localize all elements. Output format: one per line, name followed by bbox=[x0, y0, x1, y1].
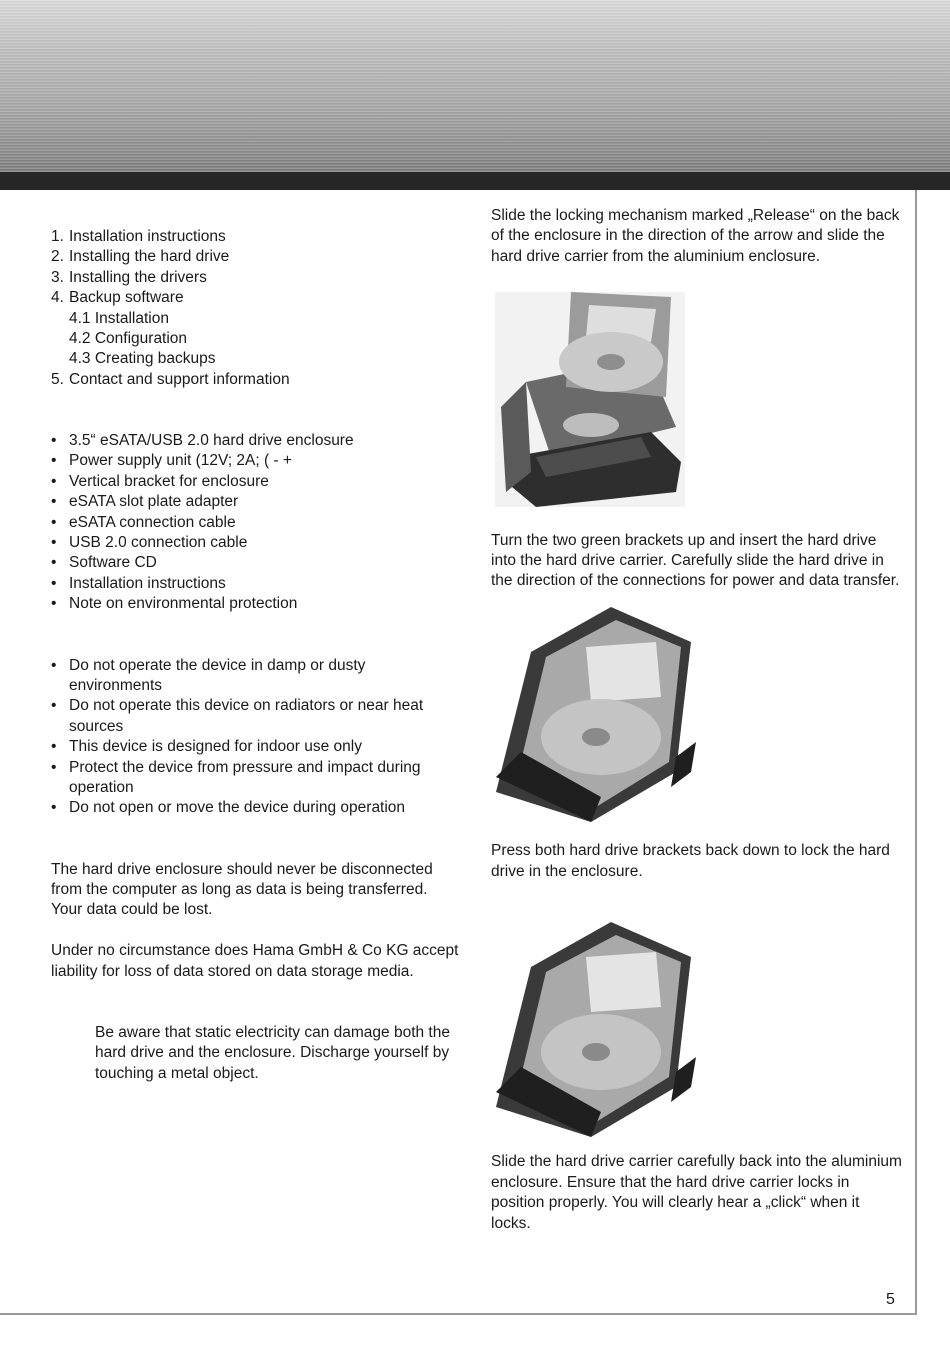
spacer bbox=[51, 615, 461, 656]
step-text: Slide the locking mechanism marked „Release“ on the back of the enclosure in the direction of the arrow and slide the hard drive carrier from the aluminium enclosure. bbox=[491, 207, 900, 265]
safety-notes-list bbox=[51, 656, 461, 819]
hard-drive-locked-image bbox=[491, 917, 701, 1142]
header-brushed-metal-banner bbox=[0, 0, 950, 172]
page-frame-right-rule bbox=[915, 190, 917, 1315]
note-disconnect: The hard drive enclosure should never be disconnected from the computer as long as data is being transferred. Your data could be lost. bbox=[51, 860, 433, 919]
left-column bbox=[51, 227, 461, 1084]
right-column bbox=[491, 206, 903, 1234]
list-item: • Power supply unit (12V; 2A; ( - + bbox=[51, 452, 292, 470]
list-item: • Installation instructions bbox=[51, 574, 226, 592]
list-item: • This device is designed for indoor use only bbox=[51, 738, 362, 756]
list-item: • Protect the device from pressure and impact during operation bbox=[51, 758, 421, 796]
note-liability: Under no circumstance does Hama GmbH & Co KG accept liability for loss of data stored on data storage media. bbox=[51, 942, 459, 980]
list-item: • Note on environmental protection bbox=[51, 595, 298, 613]
page-frame-bottom-rule bbox=[0, 1313, 917, 1315]
header-dark-bar bbox=[0, 172, 950, 190]
toc-subitem: 4.1 Installation bbox=[69, 309, 169, 327]
toc-item: 3. Installing the drivers bbox=[51, 268, 207, 286]
list-item: • eSATA connection cable bbox=[51, 513, 236, 531]
hard-drive-carrier-open-image bbox=[491, 287, 691, 512]
spacer bbox=[51, 982, 461, 1023]
toc-item: 5. Contact and support information bbox=[51, 370, 290, 388]
table-of-contents bbox=[51, 227, 461, 390]
list-item: • USB 2.0 connection cable bbox=[51, 534, 248, 552]
toc-subitem: 4.2 Configuration bbox=[69, 330, 188, 348]
list-item: • Software CD bbox=[51, 554, 157, 572]
page-number: 5 bbox=[886, 1291, 895, 1308]
hard-drive-in-carrier-image bbox=[491, 602, 701, 827]
list-item: • Vertical bracket for enclosure bbox=[51, 472, 269, 490]
list-item: • Do not open or move the device during operation bbox=[51, 799, 406, 817]
list-item: • Do not operate the device in damp or dusty environments bbox=[51, 656, 366, 694]
toc-item: 4. Backup software bbox=[51, 289, 184, 307]
toc-item: 1. Installation instructions bbox=[51, 228, 226, 245]
spacer bbox=[51, 390, 461, 431]
toc-item: 2. Installing the hard drive bbox=[51, 248, 230, 266]
note-static-electricity: Be aware that static electricity can damage both the hard drive and the enclosure. Discharge yourself by touching a metal object. bbox=[95, 1023, 450, 1082]
spacer bbox=[51, 819, 461, 860]
list-item: • Do not operate this device on radiators or near heat sources bbox=[51, 697, 424, 735]
step-text: Turn the two green brackets up and insert the hard drive into the hard drive carrier. Carefully slide the hard drive in the direction of the connections for power and data transfer. bbox=[491, 531, 900, 590]
step-text: Press both hard drive brackets back down to lock the hard drive in the enclosure. bbox=[491, 842, 890, 880]
package-contents-list bbox=[51, 431, 461, 615]
step-text: Slide the hard drive carrier carefully back into the aluminium enclosure. Ensure that the hard drive carrier locks in position properly. You will clearly hear a „click“ when it locks. bbox=[491, 1153, 902, 1232]
list-item: • eSATA slot plate adapter bbox=[51, 493, 239, 511]
toc-subitem: 4.3 Creating backups bbox=[69, 350, 216, 368]
list-item: • 3.5“ eSATA/USB 2.0 hard drive enclosure bbox=[51, 432, 354, 450]
